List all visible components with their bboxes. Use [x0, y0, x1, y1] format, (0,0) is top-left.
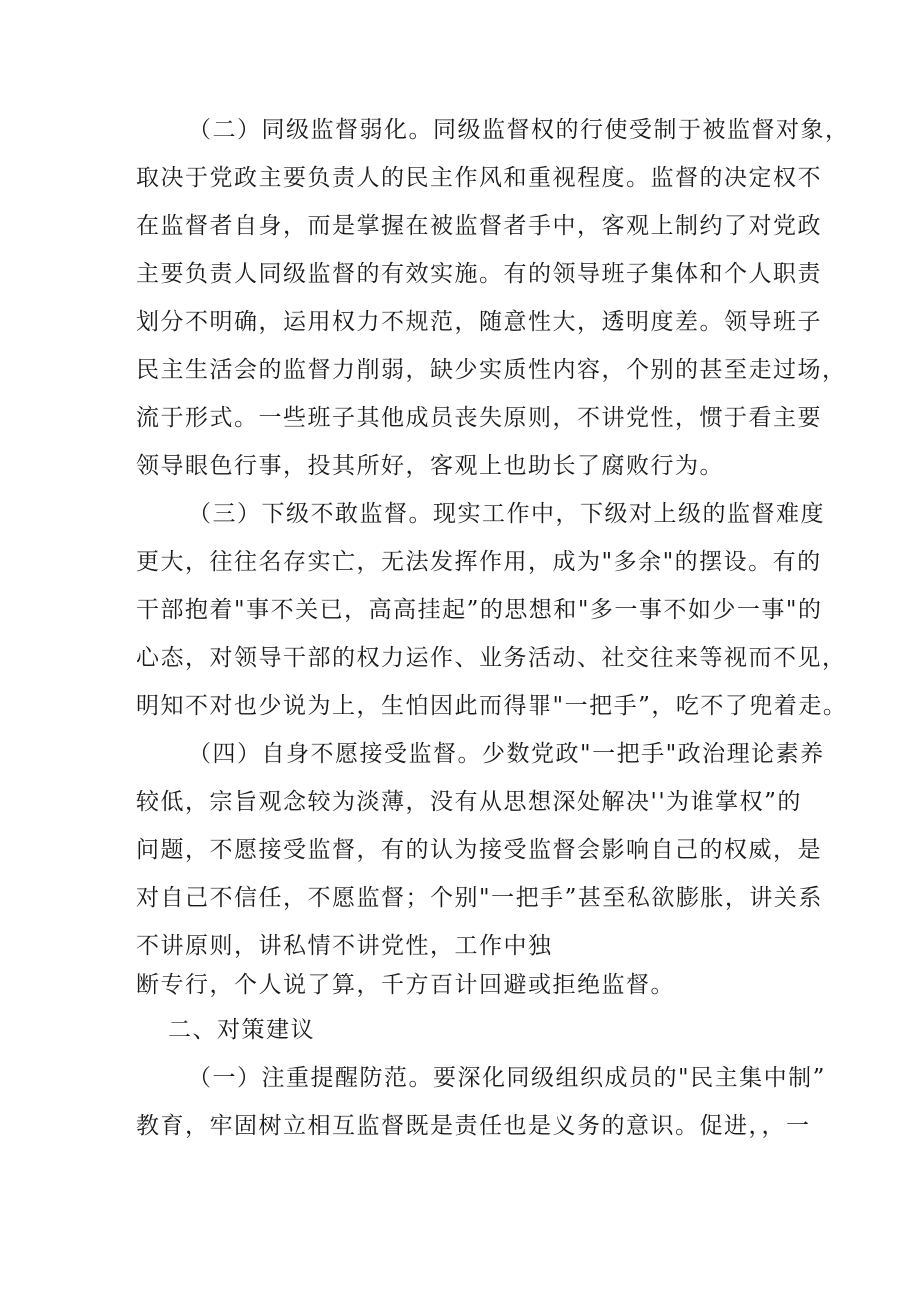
paragraph-line: （一）注重提醒防范。要深化同级组织成员的"民主集中制” [188, 1065, 826, 1091]
section-heading: 二、对策建议 [168, 1017, 315, 1043]
paragraph-line: 对自己不信任，不愿监督；个别"一把手”甚至私欲膨胀，讲关系 [136, 885, 823, 911]
paragraph-line: 取决于党政主要负责人的民主作风和重视程度。监督的决定权不 [136, 165, 822, 191]
paragraph-line: （三）下级不敢监督。现实工作中，下级对上级的监督难度 [188, 501, 825, 527]
paragraph-line: 领导眼色行事，投其所好，客观上也助长了腐败行为。 [136, 453, 724, 479]
paragraph-line: 教育，牢固树立相互监督既是责任也是义务的意识。促进，，一 [136, 1113, 811, 1139]
paragraph-line: 主要负责人同级监督的有效实施。有的领导班子集体和个人职责 [136, 261, 822, 287]
paragraph-line: 较低，宗旨观念较为淡薄，没有从思想深处解决''为谁掌权”的 [136, 789, 802, 815]
paragraph-line: 明知不对也少说为上，生怕因此而得罪"一把手”，吃不了兜着走。 [136, 693, 848, 719]
paragraph-line: 断专行，个人说了算，千方百计回避或拒绝监督。 [136, 972, 675, 998]
paragraph-line: 划分不明确，运用权力不规范，随意性大，透明度差。领导班子 [136, 309, 822, 335]
paragraph-line: 民主生活会的监督力削弱，缺少实质性内容，个别的甚至走过场， [136, 357, 847, 383]
paragraph-line: 干部抱着"事不关已，高高挂起”的思想和"多一事不如少一事"的 [136, 597, 823, 623]
paragraph-line: （四）自身不愿接受监督。少数党政"一把手"政治理论素养 [188, 741, 825, 767]
paragraph-line: 不讲原则，讲私情不讲党性，工作中独 [136, 933, 553, 959]
paragraph-line: 流于形式。一些班子其他成员丧失原则，不讲党性，惯于看主要 [136, 405, 822, 431]
paragraph-line: 心态，对领导干部的权力运作、业务活动、社交往来等视而不见， [136, 645, 847, 671]
paragraph-line: 在监督者自身，而是掌握在被监督者手中，客观上制约了对党政 [136, 213, 822, 239]
paragraph-line: 更大，往往名存实亡，无法发挥作用，成为"多余"的摆设。有的 [136, 549, 822, 575]
paragraph-line: （二）同级监督弱化。同级监督权的行使受制于被监督对象， [188, 117, 850, 143]
paragraph-line: 问题，不愿接受监督，有的认为接受监督会影响自己的权威，是 [136, 837, 822, 863]
